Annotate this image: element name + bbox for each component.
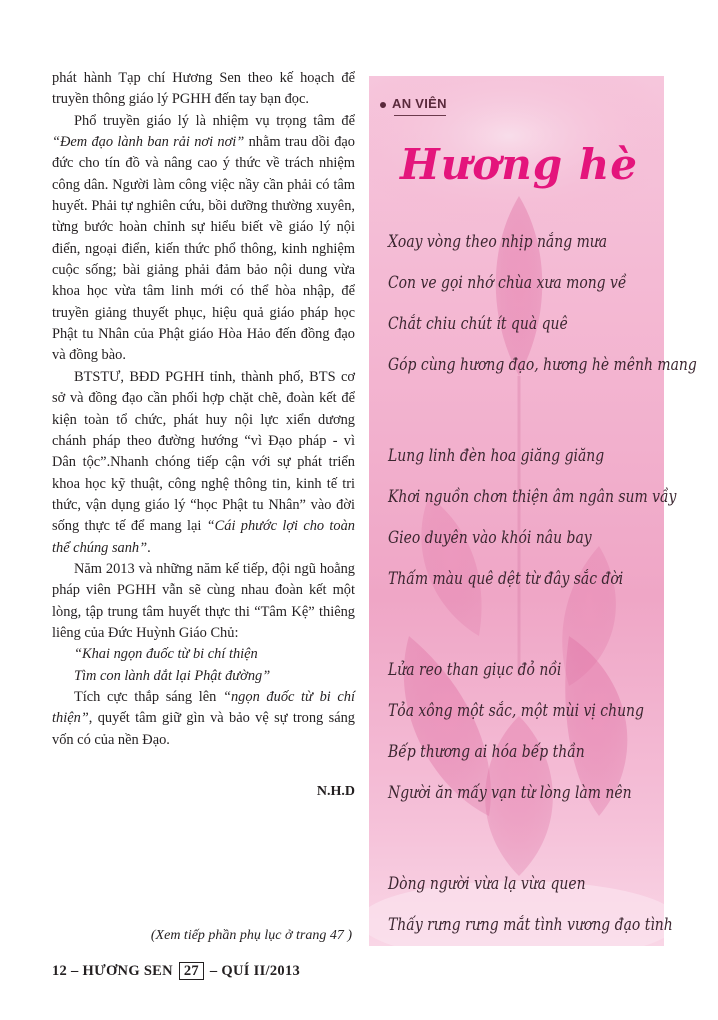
magazine-name: HƯƠNG SEN — [82, 963, 173, 979]
stanza-gap — [388, 600, 664, 650]
paragraph-3-text-b: . — [147, 539, 151, 556]
poem-line: Thấm màu quê dệt từ đây sắc đời — [388, 569, 624, 589]
paragraph-5-text-b: , quyết tâm giữ gìn và bảo vệ sự trong sáng vốn có của nền Đạo. — [52, 710, 355, 748]
poem-line: Tỏa xông một sắc, một mùi vị chung — [388, 701, 644, 721]
continued-note: (Xem tiếp phần phụ lục ở trang 47 ) — [150, 928, 352, 943]
paragraph-5 — [52, 687, 355, 751]
poem-line: Thấy rưng rưng mắt tình vương đạo tình — [388, 915, 673, 935]
paragraph-2 — [52, 111, 355, 367]
paragraph-2-text-a: Phổ truyền giáo lý là nhiệm vụ trọng tâm để — [74, 112, 355, 129]
poem-line: Bếp thương ai hóa bếp thần — [388, 742, 585, 762]
signature: N.H.D — [316, 784, 355, 799]
paragraph-3 — [52, 367, 355, 559]
poem-line: Khơi nguồn chơn thiện âm ngân sum vầy — [388, 487, 677, 507]
verse-line-2: Tìm con lành dắt lại Phật đường” — [74, 667, 271, 684]
stanza-gap — [388, 386, 664, 436]
paragraph-2-text-b: nhằm trau dồi đạo đức cho tín đồ và nâng cao ý thức về trách nhiệm công dân. Người làm công việc nầy cần phải có tâm huyết. Phải tự nghiên cứu, bồi dưỡng thường xuyên, từng bước hoàn chỉnh sự hiểu biết về giáo lý nội điển, ngoại điển, kiến thức phổ thông, kinh nghiệm cuộc sống; bài giảng phải đảm bảo nội dung vừa khoa học vừa tâm linh mới có thể hòa nhập, để truyền giảng thuyết phục, hiệu quả giáo pháp học Phật tu Nhân của Phật giáo Hòa Hảo đến đồng đạo và đồng bào. — [52, 134, 355, 364]
poem-author-name: AN VIÊN — [392, 96, 447, 111]
paragraph-5-text-a: Tích cực thắp sáng lên — [74, 688, 223, 705]
issue-number: 27 — [179, 962, 204, 980]
poem-line: Con ve gọi nhớ chùa xưa mong về — [388, 273, 627, 293]
poem-line: Góp cùng hương đạo, hương hè mênh mang — [388, 355, 697, 375]
article-body — [52, 68, 355, 802]
page-footer — [52, 962, 300, 980]
poem-line: Người ăn mấy vạn từ lòng làm nên — [388, 783, 632, 803]
page-number: 12 — [52, 963, 68, 979]
poem-title: Hương hè — [400, 140, 639, 189]
footer-separator: – — [209, 963, 218, 979]
poem-line: Lung linh đèn hoa giăng giăng — [388, 446, 605, 466]
poem-author — [380, 96, 447, 111]
issue-quarter: QUÍ II/2013 — [221, 963, 301, 979]
paragraph-5-quote: “ngọn đuốc từ bi chí thiện” — [52, 688, 355, 727]
poem-line: Chắt chiu chút ít quà quê — [388, 314, 568, 334]
poem-line: Lửa reo than giục đỏ nồi — [388, 660, 562, 680]
paragraph-4: Năm 2013 và những năm kế tiếp, đội ngũ hoằng pháp viên PGHH vẫn sẽ cùng nhau đoàn kết một lòng, tập trung tâm huyết thực thi “Tâm Kệ” thiêng liêng của Đức Huỳnh Giáo Chủ: — [52, 560, 355, 641]
footer-separator: – — [71, 963, 79, 979]
paragraph-3-text-a: BTSTƯ, BĐD PGHH tỉnh, thành phố, BTS cơ sở và đồng đạo cần phối hợp chặt chẽ, đoàn kết để kiện toàn tổ chức, phát huy nội lực xiển dương chánh pháp theo đường hướng “vì Đạo pháp - vì Dân tộc”.Nhanh chóng tiếp cận với sự phát triển khoa học kỹ thuật, công nghệ thông tin, kinh tế tri thức, vận dụng giáo lý “học Phật tu Nhân” vào đời sống thực tế để mang lại — [52, 368, 355, 535]
paragraph-2-quote: “Đem đạo lành ban rải nơi nơi” — [52, 134, 245, 151]
paragraph-1: phát hành Tạp chí Hương Sen theo kế hoạch để truyền thông giáo lý PGHH đến tay bạn đọc. — [52, 70, 355, 108]
verse-line-1: “Khai ngọn đuốc từ bi chí thiện — [74, 646, 258, 663]
poem-line: Xoay vòng theo nhịp nắng mưa — [388, 232, 608, 252]
stanza-gap — [388, 814, 664, 864]
author-underline — [394, 115, 446, 116]
poem-text — [388, 222, 697, 946]
paragraph-3-quote: “Cái phước lợi cho toàn thể chúng sanh” — [52, 518, 355, 556]
bullet-icon — [380, 102, 386, 108]
poem-line: Dòng người vừa lạ vừa quen — [388, 874, 586, 894]
poem-line: Gieo duyên vào khói nâu bay — [388, 528, 592, 548]
